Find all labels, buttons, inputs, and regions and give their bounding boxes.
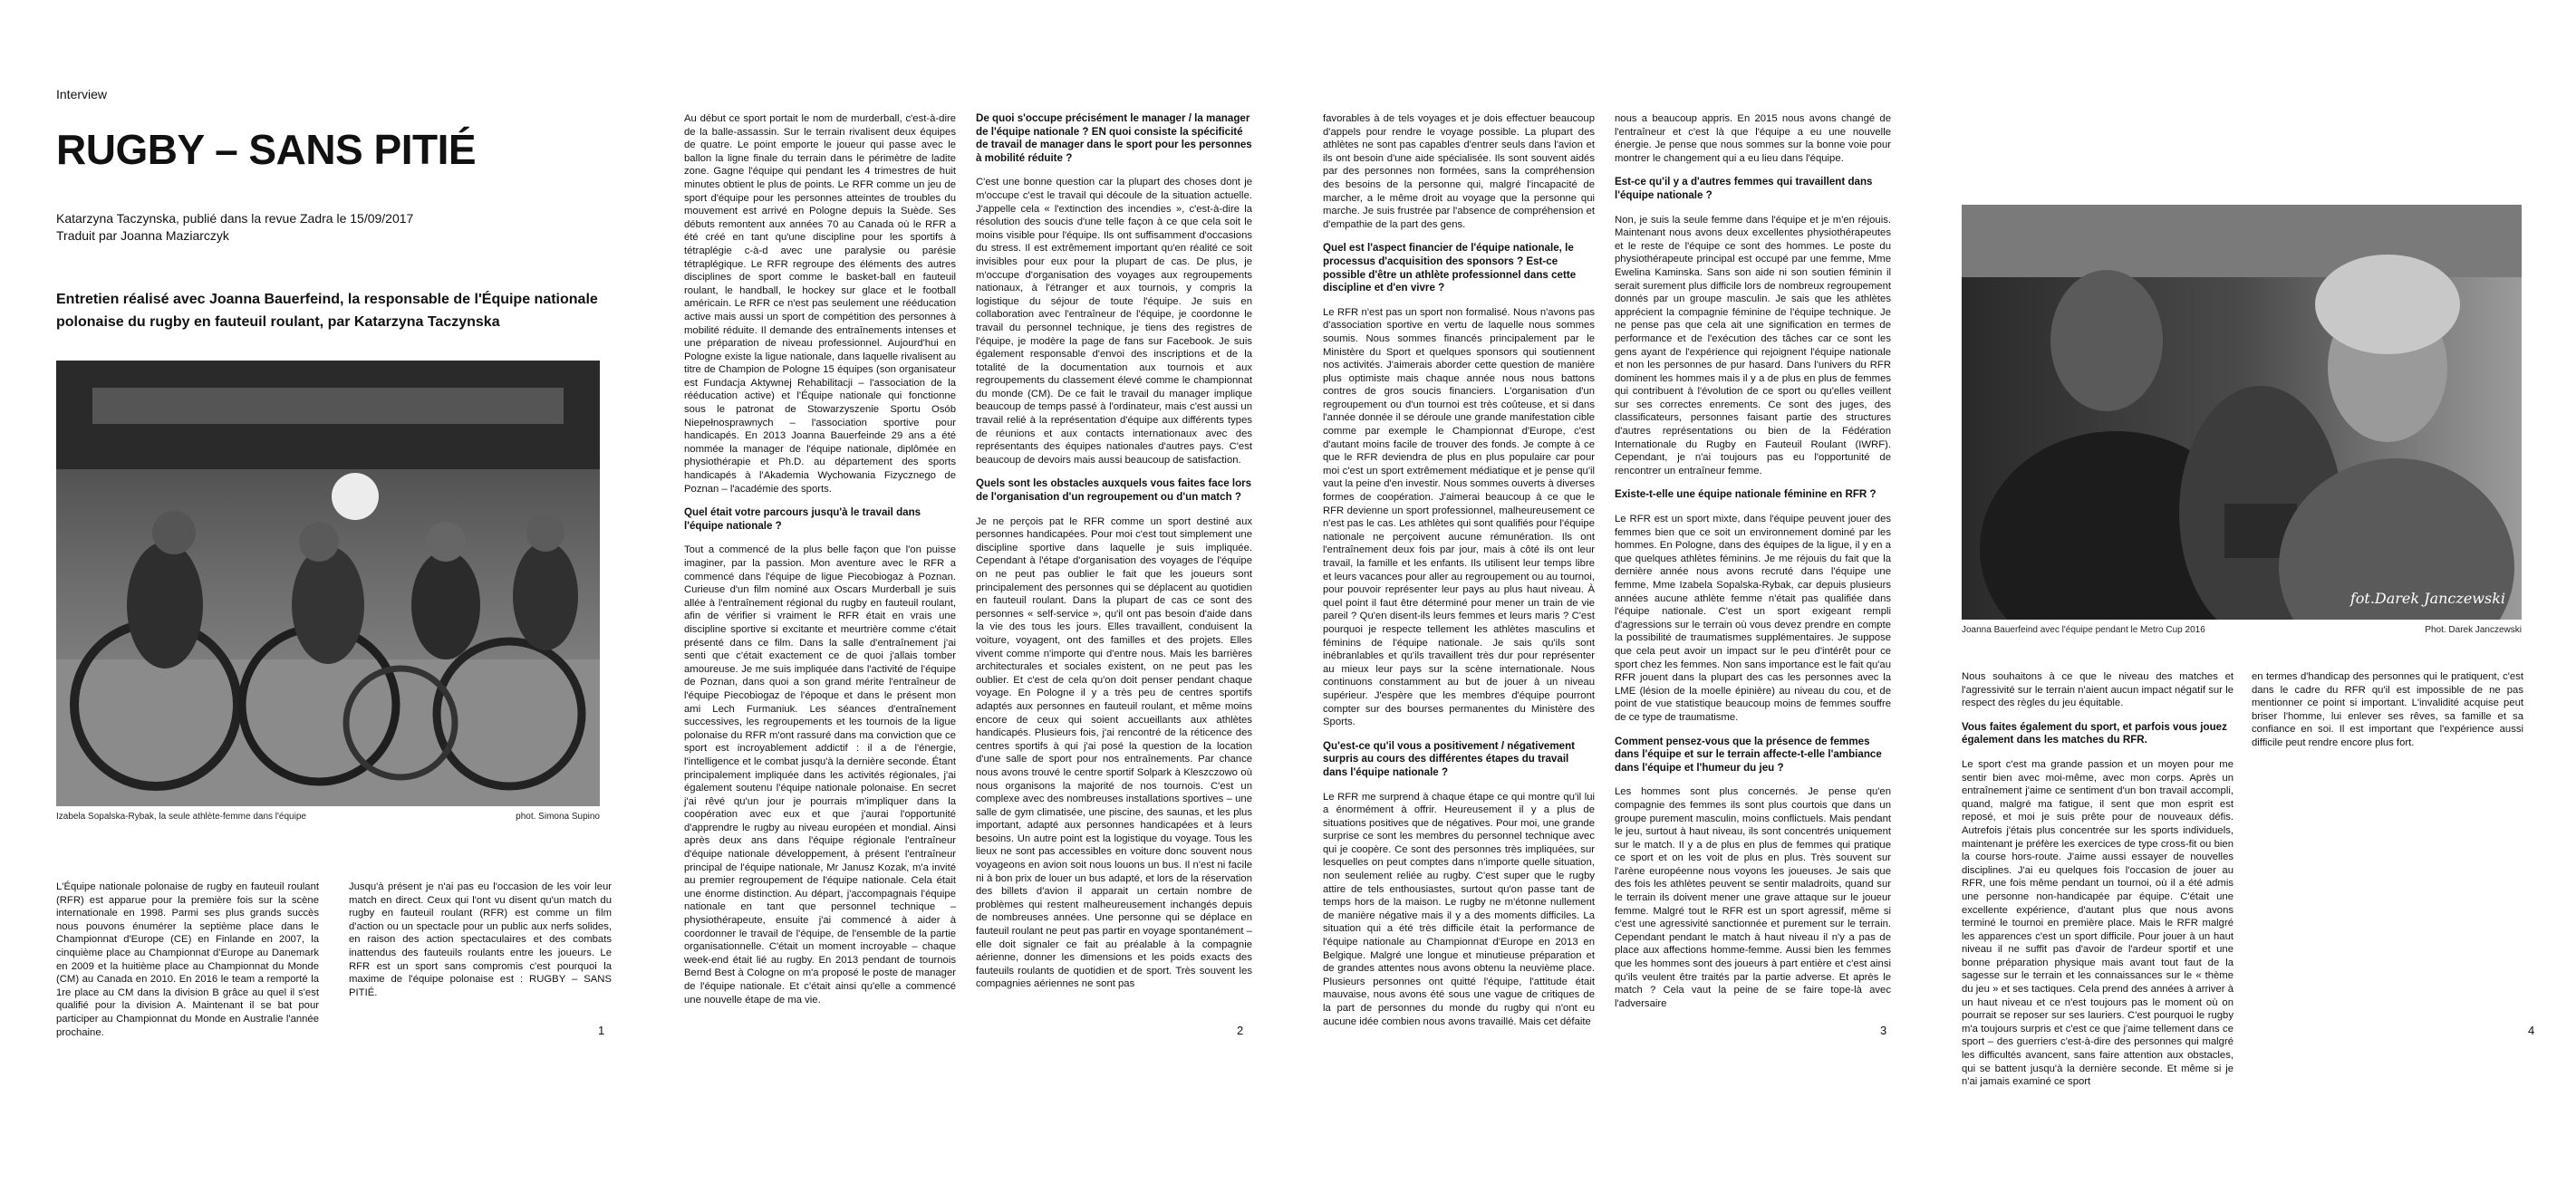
paragraph: Le RFR n'est pas un sport non formalisé. Nous n'avons pas d'association sportive en vertu de laquelle nous sommes soumis. Nous sommes financés principalement par le Ministère du Sport et quelques sponsors qui soutiennent nos activités. J'aimerais aborder cette question de manière plus optimiste mais chaque année nous nous battons contres de gros soucis financiers. L'organisation d'un regroupement ou d'un tournoi est très coûteuse, et si dans l'année donnée il se déroule une grande manifestation cible comme par exemple le Championnat d'Europe, c'est d'autant moins facile de trouver des fonds. Je compte à ce que le RFR deviendra de plus en plus populaire car pour moi c'est un sport extrêmement médiatique et je pense qu'il vaut la peine d'en investir. Nous sommes ouverts à diverses formes de coopération. J'aimerai beaucoup à ce que le RFR devienne un sport professionnel, malheureusement ce n'est pas le cas. Les athlètes qui sont qualifiés pour l'équipe nationale ne perçoivent aucune rémunération. Ils ont l'entraînement deux fois par jour, mais à côté ils ont leur travail, la famille et les enfants. Ils utilisent leur temps libre et leurs vacances pour aller au regroupement ou au tournoi, pour pouvoir représenter leur pays au plus haut niveau. À quel point il faut être déterminé pour mener un train de vie pareil ? Qu'en disent-ils leurs femmes et leurs maris ? C'est pourquoi je respecte tellement les athlètes masculins et féminins de l'équipe nationale. Je sais qu'ils sont inébranlables et qu'ils travaillent très dur pour représenter au mieux leur pays sur la scène internationale. Nous continuons constamment au but de jouer à un niveau supérieur. J'espère que les membres d'équipe pourront compter sur des bourses permanentes du Ministère des Sports. [1323, 306, 1595, 728]
photo-caption-row [1962, 625, 2522, 635]
page1-column-1 [56, 881, 319, 1050]
photo-wheelchair-rugby [56, 361, 600, 806]
interview-question: Comment pensez-vous que la présence de femmes dans l'équipe et sur le terrain affecte-t-elle l'ambiance dans l'équipe et l'humeur du jeu ? [1615, 735, 1882, 774]
page4-column-2 [2252, 670, 2523, 761]
byline [56, 210, 413, 245]
photo-caption: Joanna Bauerfeind avec l'équipe pendant le Metro Cup 2016 [1962, 625, 2205, 635]
paragraph: Au début ce sport portait le nom de murderball, c'est-à-dire de la balle-assassin. Sur le terrain rivalisent deux équipes de quatre. Le point emporte le joueur qui passe avec le ballon la ligne finale du terrain dans le périmètre de ladite zone. Gagne l'équipe qui pendant les 4 trimestres de huit minutes obtient le plus de points. Le RFR comme un jeu de sport d'équipe pour les personnes atteintes de troubles du mouvement est arrivé en Pologne depuis la Suède. Ses débuts remontent aux années 70 au Canada où le RFR a été créé en tant qu'une discipline pour les sportifs à tétraplégie c-à-d avec une paralysie ou parésie tétraplégique. Le RFR regroupe des éléments des autres disciplines de sport comme le basket-ball en fauteuil roulant, le handball, le hockey sur glace et le football américain. Le RFR ce n'est pas seulement une rééducation active mais aussi un sport de compétition des personnes à mobilité réduite. Il demande des entraînements intenses et une préparation de niveau professionnel. Aujourd'hui en Pologne existe la ligue nationale, dans laquelle rivalisent au titre de Champion de Pologne 15 équipes (son organisateur est Fundacja Aktywnej Rehabilitacji – l'association de la rééducation active) et l'Équipe nationale qui fonctionne sous le patronat de Stowarzyszenie Sportu Osób Niepełnosprawnych – l'association sportive pour handicapés. En 2013 Joanna Bauerfeinde 29 ans a été nommée la manager de l'équipe nationale, diplômée en physiothérapie et Ph.D. au département des sports handicapés à l'Akademia Wychowania Fizycznego de Poznan – l'académie des sports. [684, 113, 956, 495]
page1-column-2 [349, 881, 612, 1010]
article-title: RUGBY – SANS PITIÉ [56, 126, 477, 173]
byline-translator: Traduit par Joanna Maziarczyk [56, 228, 229, 243]
paragraph: Le RFR est un sport mixte, dans l'équipe peuvent jouer des femmes bien que ce soit un environnement dominé par les hommes. En Pologne, dans des équipes de la ligue, il y en a que quelques athlètes féminins. Je me réjouis du fait que la dernière année nous avons recruté dans l'équipe une femme, Mme Izabela Sopalska-Rybak, car depuis plusieurs années aucune athlète femme n'était pas qualifiée dans l'équipe nationale. C'est un sport exigeant rempli d'agressions sur le terrain où vous devez prendre en compte la possibilité de traumatismes supplémentaires. Je suppose que cela peut avoir un impact sur le peu d'intérêt pour ce sport chez les femmes. Non sans importance est le fait qu'au RFR jouent dans la plupart des cas les personnes avec la LME (lésion de la moelle épinière) au niveau du cou, et de point de vue statistique beaucoup moins de femmes souffre de ce type de traumatisme. [1615, 514, 1891, 723]
byline-author: Katarzyna Taczynska, publié dans la revue Zadra le 15/09/2017 [56, 211, 414, 226]
paragraph: favorables à de tels voyages et je dois effectuer beaucoup d'appels pour rendre le voyage possible. La plupart des athlètes ne sont pas capables d'entrer seuls dans l'avion et ils ont besoin d'une aide spécialisée. Ils sont souvent aidés par des personnes non formées, sans la compréhension des besoins de la personne qui, malgré l'incapacité de marcher, a le même droit au voyage que la personne qui marche. Je suis frustrée par l'absence de compréhension et d'empathie de la part des gens. [1323, 113, 1595, 230]
interview-question: Quel était votre parcours jusqu'à le travail dans l'équipe nationale ? [684, 506, 921, 532]
photo-credit: phot. Simona Supino [516, 812, 600, 822]
interview-question: Est-ce qu'il y a d'autres femmes qui travaillent dans l'équipe nationale ? [1615, 176, 1873, 201]
page-number: 1 [598, 1024, 605, 1037]
page-3 [1287, 0, 1921, 1203]
paragraph: nous a beaucoup appris. En 2015 nous avons changé de l'entraîneur et c'est là que l'équipe a eu une nouvelle énergie. Je pense que nous sommes sur la bonne voie pour montrer le changement qui a eu lieu dans l'équipe. [1615, 113, 1891, 164]
photo-caption: Izabela Sopalska-Rybak, la seule athlète-femme dans l'équipe [56, 812, 306, 822]
interview-question: De quoi s'occupe précisément le manager / la manager de l'équipe nationale ? EN quoi consiste la spécificité de travail de manager dans le sport pour les personnes à mobilité réduite ? [976, 112, 1252, 164]
photo-caption-row [56, 812, 600, 822]
interview-question: Quels sont les obstacles auxquels vous faites face lors de l'organisation d'un regroupement ou d'un match ? [976, 477, 1252, 504]
page-number: 3 [1880, 1024, 1887, 1037]
paragraph: Tout a commencé de la plus belle façon que l'on puisse imaginer, par la passion. Mon aventure avec le RFR a commencé dans l'équipe de ligue Piecobiogaz à Poznan. Curieuse d'un film nominé aux Oscars Murderball je suis allée à l'entraînement régional du rugby en fauteuil roulant, afin de vérifier si vraiment le RFR était en vrais une discipline sportive si excitante et meurtrière comme c'était présenté dans ce film. Dans la salle d'entraînement j'ai senti que c'était exactement ce de quoi j'allais tomber amoureuse. Je me suis impliquée dans l'activité de l'équipe de Poznan, dans quoi a son grand mérite l'entraîneur de l'équipe Piecobiogaz de l'époque et dans le présent mon ami Lech Furmaniuk. Les séances d'entraînement successives, les regroupements et les tournois de la ligue polonaise du RFR m'ont rassuré dans ma conviction que ce sport est incroyablement addictif : il a de l'énergie, l'intelligence et le combat jusqu'à la dernière seconde. Étant principalement impliquée dans les activités régionales, j'ai également soutenu l'équipe nationale polonaise. En secret j'ai rêvé qu'un jour je pourrais m'impliquer dans la coopération avec eux et que j'aurai l'opportunité d'apprendre le rugby au niveau européen et mondial. Ainsi après deux ans dans l'équipe régionale l'entraîneur d'équipe nationale développement, à présent l'entraîneur principal de l'équipe nationale, Mr Janusz Kozak, m'a invité au premier regroupement de l'équipe nationale. Cela était une énorme distinction. Au départ, j'accompagnais l'équipe nationale en tant que personnel technique – physiothérapeute, ensuite j'ai commencé à aider à coordonner le travail de l'équipe, de l'ensemble de la partie organisationnelle. C'était un moment incroyable – chaque week-end était lié au rugby. En 2013 pendant de tournois Bernd Best à Cologne on m'a proposé le poste de manager de l'équipe nationale. Et c'était ainsi qu'elle a commencé une nouvelle étape de ma vie. [684, 544, 956, 1006]
paragraph: Les hommes sont plus concernés. Je pense qu'en compagnie des femmes ils sont plus courtois que dans un groupe purement masculin, moins conflictuels. Mais pendant le jeu, surtout à haut niveau, ils sont concentrés uniquement sur le match. Il y a de plus en plus de femmes qui pratique ce sport et on les voit de plus en plus. Très souvent sur l'arène européenne nous voyons les joueuses. Je sais que des fois les athlètes peuvent se sentir maladroits, quand sur le terrain ils doivent mener une grave attaque sur le joueur femme. Malgré tout le RFR est un sport agressif, même si c'est une agressivité sanctionnée et purement sur le terrain. Cependant pendant le match à haut niveau il n'y a pas de place aux affections homme-femme. Aussi bien les femmes que les hommes sont des joueurs à part entière et c'est ainsi qu'ils veulent être traités par la partie adverse. Et après le match ? Cela vaut la peine de se faire tope-là avec l'adversaire [1615, 786, 1891, 1009]
page-number: 4 [2528, 1024, 2535, 1037]
paragraph: en termes d'handicap des personnes qui le pratiquent, c'est dans le cadre du RFR qu'il est impossible de ne pas mentionner ce point si important. L'invalidité acquise peut briser l'homme, lui enlever ses rêves, sa famille et sa confiance en soi. Il est important que l'expérience aussi difficile peut rendre encore plus fort. [2252, 671, 2523, 748]
photo-signature: fot.Darek Janczewski [2349, 590, 2505, 607]
interview-question: Qu'est-ce qu'il vous a positivement / négativement surpris au cours des différentes étapes du travail dans l'équipe nationale ? [1323, 739, 1576, 778]
paragraph: Non, je suis la seule femme dans l'équipe et je m'en réjouis. Maintenant nous avons deux excellentes physiothérapeutes et le reste de l'équipe ce sont des hommes. Le poste du physiothérapeute principal est occupé par une femme, Mme Ewelina Kaminska. Sans son aide ni son soutien féminin il serait surement plus difficile lors de nombreux regroupement donnés par un groupe masculin. Je sais que les athlètes apprécient la compagnie féminine de l'équipe technique. Je ne pense pas que cela ait une signification en termes de performance et de l'exécution des tâches car ce sont les gens ayant de l'expérience qui rejoignent l'équipe nationale et non les personnes de pur hasard. Dans l'univers du RFR dominent les hommes mais il y a de plus en plus de femmes qui contribuent à l'évolution de ce sport ou qu'elles veillent sur ses correctes enrements. Ce sont des juges, des classificateurs, personnes faisant partie des structures d'autres représentations ou bien de la Fédération Internationale du Rugby en Fauteuil Roulant (IWRF). Cependant, je n'ai toujours pas eu l'opportunité de rencontrer un entraîneur femme. [1615, 214, 1891, 476]
page-number: 2 [1237, 1024, 1244, 1037]
page-2 [639, 0, 1273, 1203]
page-1 [0, 0, 634, 1203]
section-label: Interview [56, 87, 108, 101]
page3-column-1 [1323, 112, 1595, 1039]
paragraph: Nous souhaitons à ce que le niveau des matches et l'agressivité sur le terrain n'aient aucun impact négatif sur le respect des règles du jeu équitable. [1962, 671, 2233, 709]
paragraph: Je ne perçois pat le RFR comme un sport destiné aux personnes handicapées. Pour moi c'est tout simplement une discipline sportive dans laquelle je suis impliquée. Cependant à l'étape d'organisation des voyages de l'équipe on ne peut pas oublier le fait que les joueurs sont principalement des personnes qui se déplacent au quotidien en fauteuil roulant. Dans la plupart de cas ce sont des personnes « self-service », qu'il ont pas besoin d'aide dans la vie des tous les jours. Elles travaillent, conduisent la voiture, voyagent, ont des familles et des projets. Elles vivent comme n'importe qui d'entre nous. Mais les barrières architecturales et sociales existent, on ne peut pas les oublier. Et c'est de cela qu'on doit penser pendant chaque voyage. En Pologne il y a très peu de centres sportifs adaptés aux personnes en fauteuil roulant, et même moins encore de ceux qui soient accueillants aux athlètes handicapés. Plusieurs fois, j'ai rencontré de la réticence des centres sportifs à qui j'ai posé la question de la location d'une salle de sport pour nos entraînements. Par chance nous avons trouvé le centre sportif Solpark à Kleszczowo où nous organisons la majorité de nos tournois. C'est un complexe avec des nombreuses installations sportives – une salle de gym climatisée, une piscine, des saunas, et les plus important, adapté aux personnes handicapées et à leurs besoins. Un autre point est la logistique du voyage. Tous les lieux ne sont pas accessibles en voiture donc souvent nous voyageons en avion soit nous louons un bus. Il n'est ni facile ni à bon prix de louer un bus adapté, et lors de la réservation des billets d'avion il apparait un certain nombre de problèmes qui restent malheureusement inchangés depuis de nombreuses années. Une personne qui se déplace en fauteuil roulant ne peut pas partir en voyage spontanément – elle doit signaler ce fait au préalable à la compagnie aérienne, donner les dimensions et les poids exacts des fauteuils roulants de quotidien et de sport. Très souvent les compagnies aériennes ne sont pas [976, 515, 1252, 990]
paragraph: Jusqu'à présent je n'ai pas eu l'occasion de les voir leur match en direct. Ceux qui l'ont vu disent qu'un match du rugby en fauteuil roulant (RFR) est comme un film d'action ou un spectacle pour un public aux nerfs solides, en raison des action spectaculaires et des combats inattendus des fauteuils roulants entre les joueurs. Le RFR est un sport sans compromis c'est pourquoi la maxime de l'équipe polonaise est : RUGBY – SANS PITIÉ. [349, 881, 612, 998]
interview-question: Existe-t-elle une équipe nationale féminine en RFR ? [1615, 488, 1877, 501]
paragraph: Le RFR me surprend à chaque étape ce qui montre qu'il lui a énormément à offrir. Heureusement il y a plus de situations positives que de négatives. Pour moi, une grande surprise ce sont les membres du personnel technique avec qui je coopère. Ce sont des personnes très impliquées, sur lesquelles on peut comptes dans n'importe quelle situation, non seulement reliée au rugby. C'est super que le rugby attire de tels enthousiastes, surtout qu'on passe tant de temps hors de la maison. Le rugby ne m'étonne nullement de manière négative mais il y a des moments difficiles. La situation qui a été très difficile était la performance de l'équipe nationale au Championnat d'Europe en 2013 en Belgique. Malgré une longue et minutieuse préparation et de grandes attentes nous avons obtenu la neuvième place. Plusieurs personnes ont quitté l'équipe, l'attitude était mauvaise, nous avons été sous une vague de critiques de la part de personnes du monde du rugby qui n'ont eu aucune idée combien nous avons travaillé. Mais cet défaite [1323, 791, 1595, 1027]
lead-paragraph: Entretien réalisé avec Joanna Bauerfeind, la responsable de l'Équipe nationale polonaise du rugby en fauteuil roulant, par Katarzyna Taczynska [56, 292, 598, 330]
photo-credit: Phot. Darek Janczewski [2425, 625, 2522, 635]
paragraph: L'Équipe nationale polonaise de rugby en fauteuil roulant (RFR) est apparue pour la première fois sur la scène internationale en 1998. Parmi ses plus grands succès nous pouvons énumérer la septième place dans le Championnat d'Europe (CE) en Finlande en 2007, la cinquième place au Championnat d'Europe au Danemark en 2009 et la huitième place au Championnat du Monde (CM) au Canada en 2010. En 2016 le team a remporté la 1re place au CM dans la division B grâce au quel il s'est qualifié pour la division A. Maintenant il se bat pour participer au Championnat du Monde en Australie l'année prochaine. [56, 881, 319, 1038]
interview-question: Quel est l'aspect financier de l'équipe nationale, le processus d'acquisition des sponsors ? Est-ce possible d'être un athlète professionnel dans cette discipline et d'en vivre ? [1323, 242, 1577, 294]
photo-team-metro-cup [1962, 205, 2522, 620]
paragraph: C'est une bonne question car la plupart des choses dont je m'occupe c'est le travail qui découle de la situation actuelle. J'appelle cela « l'extinction des incendies », c'est-à-dire la résolution des soucis d'une telle façon à ce que cela soit le moins visible pour l'équipe. Ils ont suffisamment d'occasions du stress. Il est extrêmement important qu'en réalité ce soit invisibles pour eux pour la plupart de cas. De plus, je m'occupe d'organisation des voyages aux regroupements nationaux, à l'étranger et aux tournois, y compris la logistique du séjour de toute l'équipe. Je suis en collaboration avec l'entraîneur de l'équipe, je coordonne le travail du personnel technique, je tiens des registres de l'équipe, je modère la page de fans sur Facebook. Je suis également responsable d'envoi des inscriptions et de la totalité de la documentation aux tournois et aux regroupements du classement élevé comme le championnat du monde (CM). De ce fait le travail du manager implique beaucoup de temps passé à l'ordinateur, mais c'est aussi un travail relié à la représentation d'équipe aux différents types de réunions et aux contacts internationaux avec des représentants des équipes nationales d'autres pays. C'est beaucoup de devoirs mais aussi beaucoup de satisfaction. [976, 177, 1252, 466]
paragraph: Le sport c'est ma grande passion et un moyen pour me sentir bien avec moi-même, avec mon corps. Après un entraînement j'aime ce sentiment d'un bon travail accompli, quand, malgré ma fatigue, il sent que mon esprit est reposé, et moi je suis prête pour de nouveaux défis. Autrefois j'étais plus concentrée sur les sports individuels, maintenant je préfère les exercices de type cross-fit ou bien la course hors-route. J'aime aussi essayer de nouvelles disciplines. J'ai eu quelques fois l'occasion de jouer au RFR, une fois même pendant un tournoi, où il a été admis une personne non-handicapée par équipe. C'était une excellente expérience, d'autant plus que nous avons terminé le tournoi en première place. Mais le RFR malgré les apparences c'est un sport difficile. Pour jouer à un haut niveau il ne suffit pas d'avoir de l'ardeur sportif et une bonne préparation physique mais avant tout faut de la sagesse sur le terrain et les connaissances sur le « thème du jeu » et ses tactiques. Cela prend des années à arriver à un haut niveau et ce n'est toujours pas le moment où on pourrait se reposer sur ses lauriers. C'est pourquoi le rugby m'a toujours surpris et c'est ce que j'aime tellement dans ce sport – des guerriers c'est-à-dire des personnes qui malgré les difficultés avancent, sans faire attention aux obstacles, qui se battent jusqu'à la dernière seconde. Et même si je n'ai jamais examiné ce sport [1962, 758, 2233, 1088]
page-4 [1934, 0, 2569, 1203]
page4-column-1 [1962, 670, 2233, 1100]
page3-column-2 [1615, 112, 1891, 1021]
page2-column-1 [684, 112, 956, 1017]
interview-question: Vous faites également du sport, et parfois vous jouez également dans les matches du RFR. [1962, 720, 2227, 746]
page2-column-2 [976, 112, 1252, 1002]
